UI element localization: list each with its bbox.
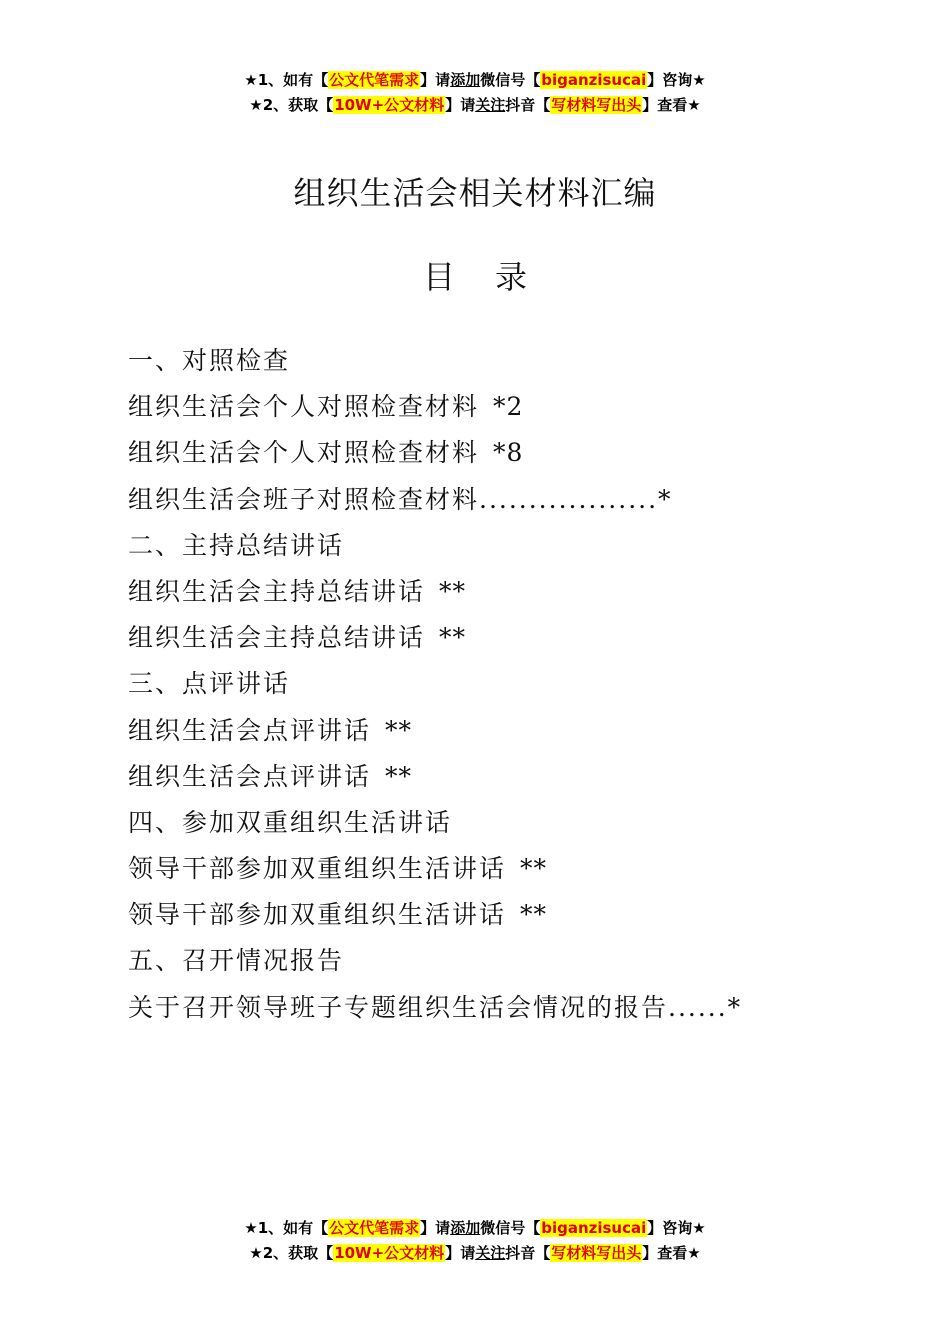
promo-text: 】查看★ [642, 1244, 701, 1262]
promo-line-1 [0, 1216, 950, 1241]
toc-entry [128, 569, 828, 615]
promo-text: 微信号【 [480, 71, 541, 89]
promo-text: 微信号【 [480, 1219, 541, 1237]
promo-underline: 添加 [450, 1219, 481, 1237]
promo-text: ★1、如有【 [244, 1219, 329, 1237]
promo-douyin-name: 写材料写出头 [551, 96, 642, 114]
promo-text: 】请 [445, 96, 476, 114]
toc-entry [128, 846, 828, 892]
toc-entry-page: ** [439, 576, 467, 606]
promo-line-2 [0, 1241, 950, 1266]
promo-underline: 关注 [475, 96, 506, 114]
toc-entry-text: 组织生活会班子对照检查材料..................* [128, 484, 673, 514]
promo-highlight: 10W+公文材料 [334, 96, 445, 114]
promo-text: 】请 [420, 1219, 451, 1237]
promo-text: ★2、获取【 [249, 96, 334, 114]
promo-text: ★2、获取【 [249, 1244, 334, 1262]
toc-entry-page: ** [520, 854, 548, 884]
toc-entry [128, 384, 828, 430]
toc-entry [128, 477, 828, 523]
toc-entry-page: ** [439, 623, 467, 653]
promo-douyin-name: 写材料写出头 [551, 1244, 642, 1262]
document-title: 组织生活会相关材料汇编 [293, 174, 657, 212]
footer-promo-banner [0, 1216, 950, 1266]
promo-underline: 添加 [450, 71, 481, 89]
toc-entry-page: ** [520, 900, 548, 930]
promo-wechat-id: biganzisucai [541, 1219, 647, 1237]
promo-highlight: 10W+公文材料 [334, 1244, 445, 1262]
toc-entry-text: 三、点评讲话 [128, 669, 291, 699]
toc-entry-page: *8 [493, 438, 524, 468]
toc-entry-text: 组织生活会个人对照检查材料 [128, 438, 480, 468]
toc-entry [128, 338, 828, 384]
toc-entry-text: 组织生活会个人对照检查材料 [128, 392, 480, 422]
promo-wechat-id: biganzisucai [541, 71, 647, 89]
promo-text: 抖音【 [505, 1244, 551, 1262]
header-promo-banner [0, 68, 950, 118]
promo-text: ★1、如有【 [244, 71, 329, 89]
table-of-contents [128, 338, 828, 1031]
toc-entry-page: *2 [493, 392, 524, 422]
promo-underline: 关注 [475, 1244, 506, 1262]
promo-text: 】请 [445, 1244, 476, 1262]
toc-entry-text: 组织生活会点评讲话 [128, 761, 372, 791]
toc-entry-text: 组织生活会主持总结讲话 [128, 623, 426, 653]
toc-entry [128, 430, 828, 476]
promo-text: 】查看★ [642, 96, 701, 114]
toc-entry [128, 938, 828, 984]
toc-entry [128, 985, 828, 1031]
promo-text: 】咨询★ [647, 1219, 706, 1237]
toc-entry-text: 组织生活会主持总结讲话 [128, 576, 426, 606]
toc-entry-page: ** [385, 761, 413, 791]
promo-text: 】请 [420, 71, 451, 89]
toc-heading: 目录 [422, 258, 567, 296]
toc-entry [128, 754, 828, 800]
promo-text: 抖音【 [505, 96, 551, 114]
toc-entry-text: 五、召开情况报告 [128, 946, 345, 976]
promo-line-1 [0, 68, 950, 93]
toc-entry-text: 二、主持总结讲话 [128, 530, 345, 560]
toc-entry-text: 一、对照检查 [128, 346, 291, 375]
toc-entry-page: ** [385, 715, 413, 745]
promo-highlight: 公文代笔需求 [329, 71, 420, 89]
promo-text: 】咨询★ [647, 71, 706, 89]
toc-entry-text: 关于召开领导班子专题组织生活会情况的报告......* [128, 992, 743, 1022]
toc-entry [128, 708, 828, 754]
toc-entry [128, 892, 828, 938]
promo-highlight: 公文代笔需求 [329, 1219, 420, 1237]
toc-entry [128, 661, 828, 707]
toc-entry-text: 组织生活会点评讲话 [128, 715, 372, 745]
toc-entry [128, 800, 828, 846]
toc-entry [128, 523, 828, 569]
toc-entry-text: 领导干部参加双重组织生活讲话 [128, 900, 507, 930]
toc-entry-text: 四、参加双重组织生活讲话 [128, 807, 453, 837]
toc-entry-text: 领导干部参加双重组织生活讲话 [128, 854, 507, 884]
toc-entry [128, 615, 828, 661]
promo-line-2 [0, 93, 950, 118]
